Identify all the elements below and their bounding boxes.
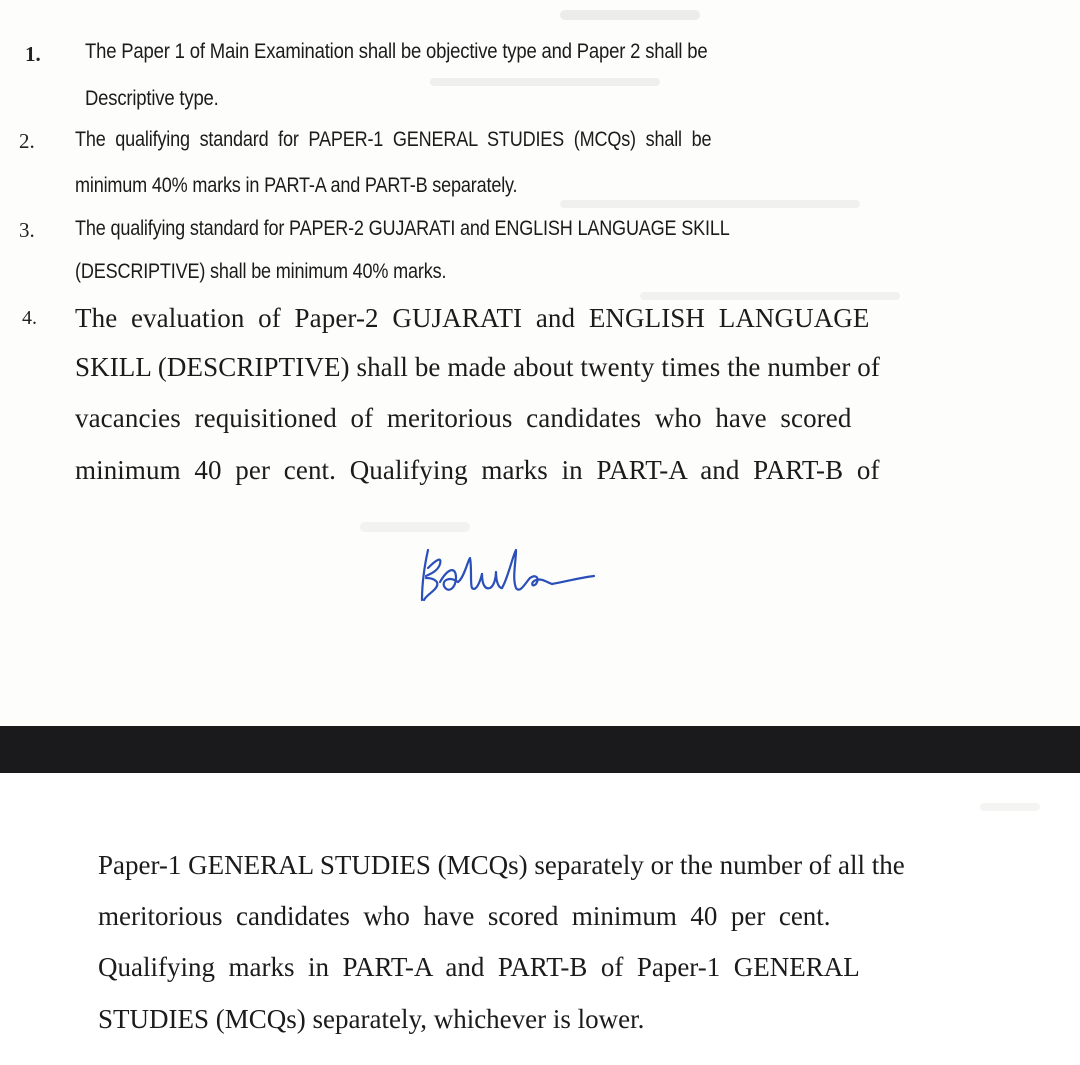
item-text-line: The qualifying standard for PAPER-1 GENERAL STUDIES (MCQs) shall be: [75, 128, 712, 151]
item-text-line: (DESCRIPTIVE) shall be minimum 40% marks.: [75, 260, 447, 283]
bleed-through-shadow: [430, 78, 660, 86]
continuation-text-line: STUDIES (MCQs) separately, whichever is lower.: [98, 1004, 645, 1034]
bleed-through-shadow: [640, 292, 900, 300]
continuation-text-line: meritorious candidates who have scored minimum 40 per cent.: [98, 901, 831, 931]
bleed-through-shadow: [560, 200, 860, 208]
item-text-line: minimum 40% marks in PART-A and PART-B separately.: [75, 174, 518, 197]
signature: [412, 538, 602, 623]
page-separator-bar: [0, 726, 1080, 773]
item-number: 2.: [19, 129, 35, 153]
item-number: 4.: [22, 307, 37, 329]
item-text-line: minimum 40 per cent. Qualifying marks in PART-A and PART-B of: [75, 455, 880, 485]
bleed-through-shadow: [980, 803, 1040, 811]
item-text-line: vacancies requisitioned of meritorious candidates who have scored: [75, 403, 852, 433]
bleed-through-shadow: [560, 10, 700, 20]
continuation-text-line: Paper-1 GENERAL STUDIES (MCQs) separately or the number of all the: [98, 850, 905, 880]
document-page-bottom: [0, 773, 1080, 1065]
bleed-through-shadow: [360, 522, 470, 532]
item-text-line: SKILL (DESCRIPTIVE) shall be made about twenty times the number of: [75, 352, 880, 382]
item-text-line: Descriptive type.: [85, 87, 219, 110]
item-text-line: The evaluation of Paper-2 GUJARATI and ENGLISH LANGUAGE: [75, 303, 870, 333]
item-number: 3.: [19, 218, 35, 242]
item-text-line: The qualifying standard for PAPER-2 GUJARATI and ENGLISH LANGUAGE SKILL: [75, 217, 730, 240]
continuation-text-line: Qualifying marks in PART-A and PART-B of Paper-1 GENERAL: [98, 952, 860, 982]
item-number: 1.: [25, 42, 41, 66]
item-text-line: The Paper 1 of Main Examination shall be objective type and Paper 2 shall be: [85, 40, 708, 63]
